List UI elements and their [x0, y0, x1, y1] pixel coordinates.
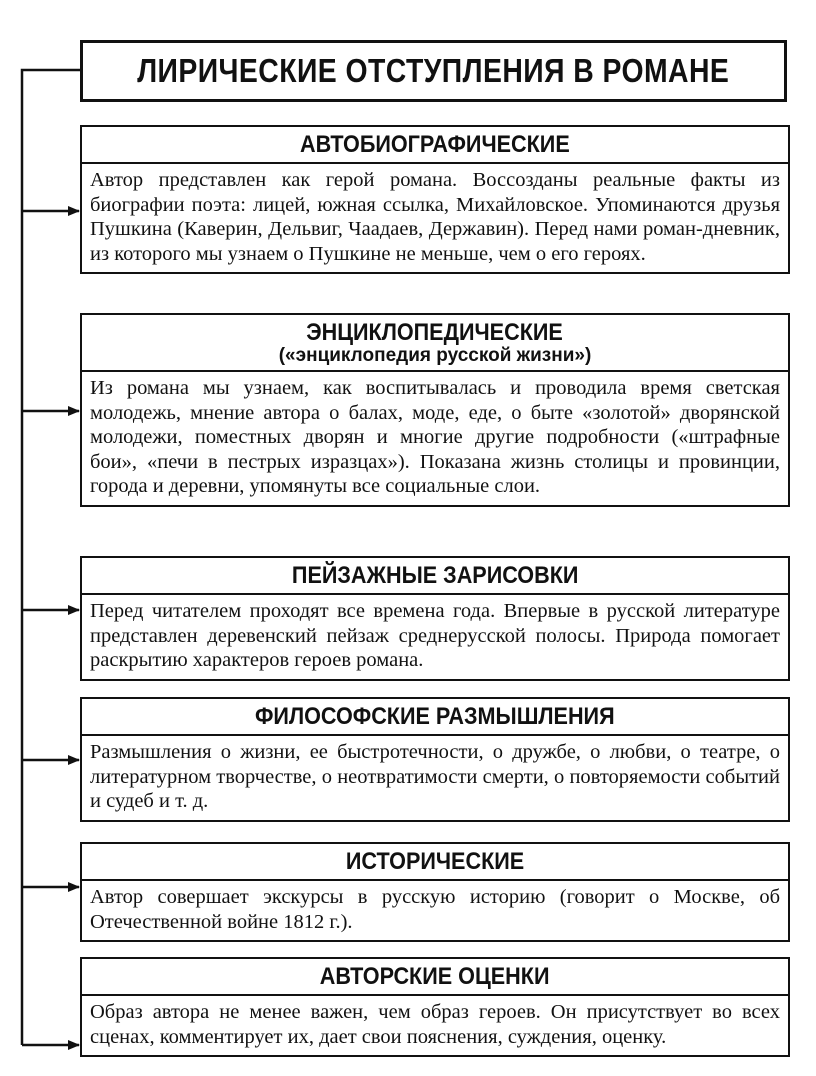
- category-heading: ЭНЦИКЛОПЕДИЧЕСКИЕ: [306, 319, 564, 346]
- category-body: [82, 881, 788, 940]
- category-body: [82, 164, 788, 272]
- category-header: [82, 558, 788, 595]
- category-body: [82, 372, 788, 505]
- category-author-evaluations: [80, 957, 790, 1057]
- category-heading: АВТОБИОГРАФИЧЕСКИЕ: [300, 131, 570, 158]
- category-text: Автор представлен как герой романа. Воссозданы реальные факты из биографии поэта: лицей, южная ссылка, Михайловское. Упоминаются друзья Пушкина (Каверин, Дельвиг, Чаадаев, Державин). Перед нами роман-дневник, из которого мы узнаем о Пушкине не меньше, чем о его героях.: [90, 169, 780, 265]
- category-historical: [80, 842, 790, 942]
- trunk-line: [22, 70, 80, 1045]
- category-subheading: («энциклопедия русской жизни»): [278, 345, 592, 366]
- category-header: [82, 127, 788, 164]
- category-text: Образ автора не менее важен, чем образ героев. Он присутствует во всех сценах, комментирует их, дает свои пояснения, суждения, оценку.: [90, 1001, 780, 1048]
- category-encyclopedic: [80, 313, 790, 507]
- category-text: Автор совершает экскурсы в русскую историю (говорит о Москве, об Отечественной войне 1812 г.).: [90, 886, 780, 933]
- category-philosophical: [80, 697, 790, 822]
- category-header: [82, 699, 788, 736]
- category-body: [82, 595, 788, 679]
- category-body: [82, 736, 788, 820]
- category-heading: ФИЛОСОФСКИЕ РАЗМЫШЛЕНИЯ: [255, 703, 615, 730]
- category-body: [82, 996, 788, 1055]
- category-heading: ИСТОРИЧЕСКИЕ: [345, 848, 525, 875]
- category-landscape: [80, 556, 790, 681]
- category-header: [82, 844, 788, 881]
- category-autobiographical: [80, 125, 790, 274]
- diagram-title: ЛИРИЧЕСКИЕ ОТСТУПЛЕНИЯ В РОМАНЕ: [137, 52, 730, 89]
- category-header: [82, 959, 788, 996]
- category-text: Из романа мы узнаем, как воспитывалась и проводила время светская молодежь, мнение автора о балах, моде, еде, о быте «золотой» дворянской молодежи, поместных дворян и многие другие подробности («штрафные бои», «печи в пестрых изразцах»). Показана жизнь столицы и провинции, города и деревни, упомянуты все социальные слои.: [90, 377, 780, 497]
- category-text: Размышления о жизни, ее быстротечности, о дружбе, о любви, о театре, о литературном творчестве, о неотвратимости смерти, о повторяемости событий и судеб и т. д.: [90, 741, 780, 812]
- category-heading: АВТОРСКИЕ ОЦЕНКИ: [320, 963, 550, 990]
- diagram-title-box: [80, 40, 787, 102]
- category-heading: ПЕЙЗАЖНЫЕ ЗАРИСОВКИ: [291, 562, 579, 589]
- category-header: [82, 315, 788, 372]
- category-text: Перед читателем проходят все времена года. Впервые в русской литературе представлен деревенский пейзаж среднерусской полосы. Природа помогает раскрытию характеров героев романа.: [90, 600, 780, 671]
